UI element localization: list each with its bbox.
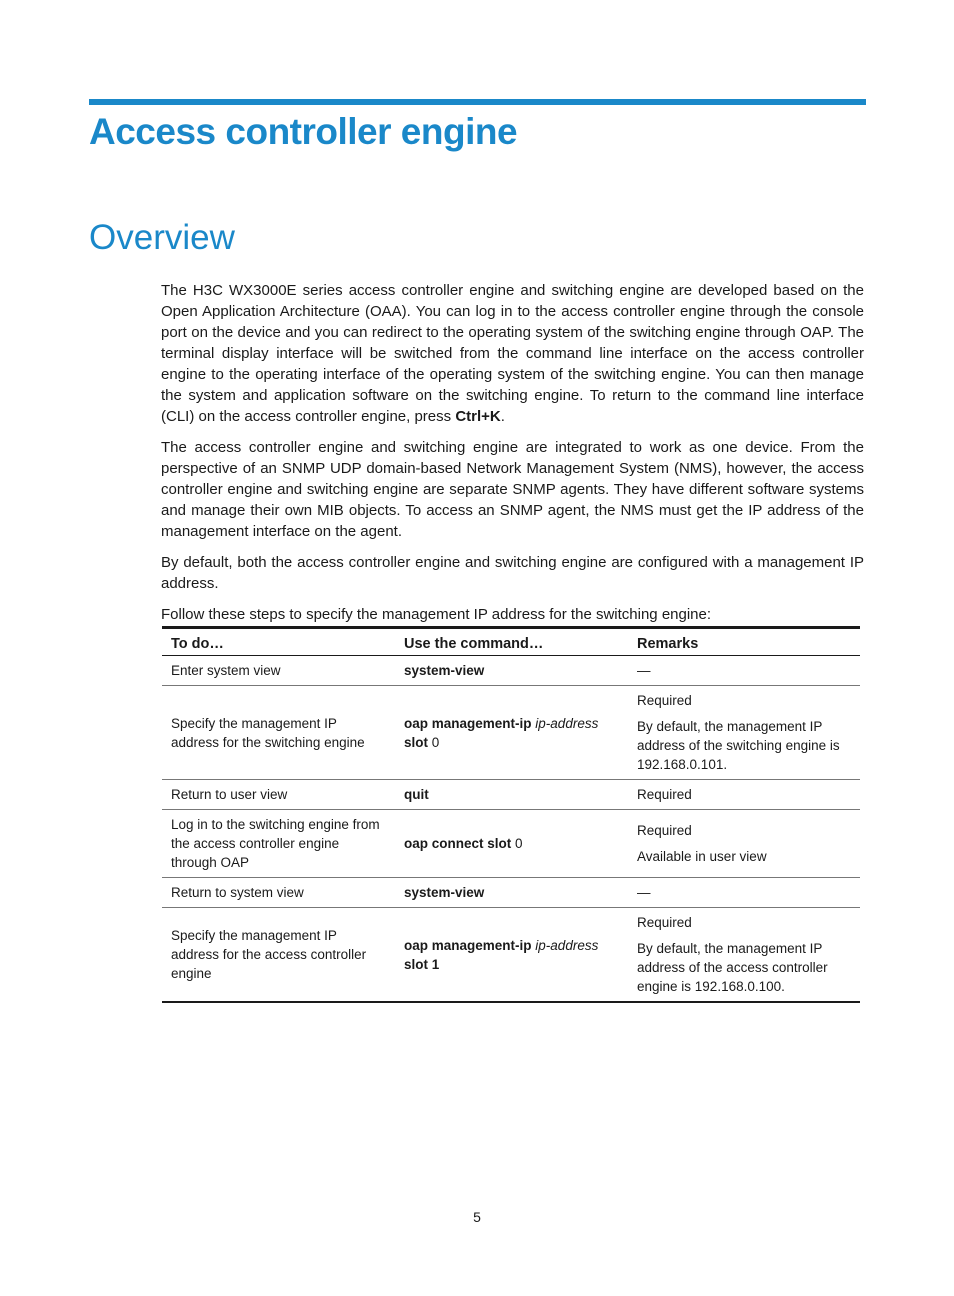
remarks-cell <box>628 656 860 686</box>
command-keyword: oap management-ip <box>404 937 532 953</box>
paragraph-text: The H3C WX3000E series access controller engine and switching engine are developed based on the Open Application Architecture (OAA). You can log in to the access controller engine through the console port on the device and you can redirect to the operating system of the switching engine through OAP. The terminal display interface will be switched from the command line interface on the access controller engine to the operating interface of the operating system of the switching engine. You can then manage the system and application software on the switching engine. To return to the command line interface (CLI) on the access controller engine, press <box>161 282 864 425</box>
remark-text: Required <box>637 787 692 802</box>
remarks-cell <box>628 780 860 810</box>
remark-text: By default, the management IP address of the switching engine is 192.168.0.101. <box>637 719 840 772</box>
command-keyword: slot <box>404 734 429 750</box>
chapter-top-rule <box>89 99 866 105</box>
remark-text: Available in user view <box>637 849 767 864</box>
header-command: Use the command… <box>395 628 628 656</box>
command-keyword: system-view <box>404 885 485 900</box>
remark-text: Required <box>637 915 692 930</box>
remark-text: By default, the management IP address of the access controller engine is 192.168.0.100. <box>637 941 828 994</box>
todo-cell: Return to system view <box>162 878 395 908</box>
command-value: 0 <box>431 734 440 750</box>
command-keyword: oap connect slot <box>404 836 512 851</box>
command-keyword: quit <box>404 787 429 802</box>
paragraph-text: . <box>500 408 505 425</box>
remarks-cell <box>628 878 860 908</box>
paragraph-oaa-overview <box>161 280 864 427</box>
remark-text: — <box>637 885 651 900</box>
remark-text: Required <box>637 823 692 838</box>
command-value: 0 <box>515 836 523 851</box>
steps-table <box>162 626 860 1003</box>
command-argument: ip-address <box>535 937 599 953</box>
page-number: 5 <box>473 1209 481 1225</box>
table-row <box>162 780 860 810</box>
paragraph-default-ip: By default, both the access controller engine and switching engine are configured with a management IP address. <box>161 554 864 592</box>
command-cell <box>395 908 628 1003</box>
todo-cell: Log in to the switching engine from the access controller engine through OAP <box>162 810 395 878</box>
paragraph-steps-intro: Follow these steps to specify the management IP address for the switching engine: <box>161 606 712 623</box>
steps-table-container <box>162 626 860 1003</box>
table-header-row <box>162 628 860 656</box>
command-cell <box>395 810 628 878</box>
remark-text: — <box>637 663 651 678</box>
paragraph-snmp-agents: The access controller engine and switching engine are integrated to work as one device. From the perspective of an SNMP UDP domain-based Network Management System (NMS), however, the access controller engine and switching engine are separate SNMP agents. They have different software systems and manage their own MIB objects. To access an SNMP agent, the NMS must get the IP address of the management interface on the agent. <box>161 439 864 540</box>
command-argument: ip-address <box>535 715 599 731</box>
table-row <box>162 908 860 1003</box>
chapter-title: Access controller engine <box>89 111 518 152</box>
table-row <box>162 878 860 908</box>
command-keyword: slot 1 <box>404 956 440 972</box>
command-keyword: system-view <box>404 663 485 678</box>
command-cell <box>395 878 628 908</box>
todo-cell: Enter system view <box>162 656 395 686</box>
remarks-cell <box>628 686 860 780</box>
remarks-cell <box>628 908 860 1003</box>
todo-cell: Specify the management IP address for the switching engine <box>162 686 395 780</box>
remarks-cell <box>628 810 860 878</box>
header-remarks: Remarks <box>628 628 860 656</box>
remark-text: Required <box>637 693 692 708</box>
command-cell <box>395 686 628 780</box>
table-row <box>162 810 860 878</box>
header-todo: To do… <box>162 628 395 656</box>
todo-cell: Return to user view <box>162 780 395 810</box>
table-row <box>162 656 860 686</box>
command-cell <box>395 780 628 810</box>
table-row <box>162 686 860 780</box>
todo-cell: Specify the management IP address for the access controller engine <box>162 908 395 1003</box>
command-cell <box>395 656 628 686</box>
section-title: Overview <box>89 218 235 257</box>
key-combination: Ctrl+K <box>455 408 501 425</box>
body-text <box>161 280 864 625</box>
command-keyword: oap management-ip <box>404 715 532 731</box>
